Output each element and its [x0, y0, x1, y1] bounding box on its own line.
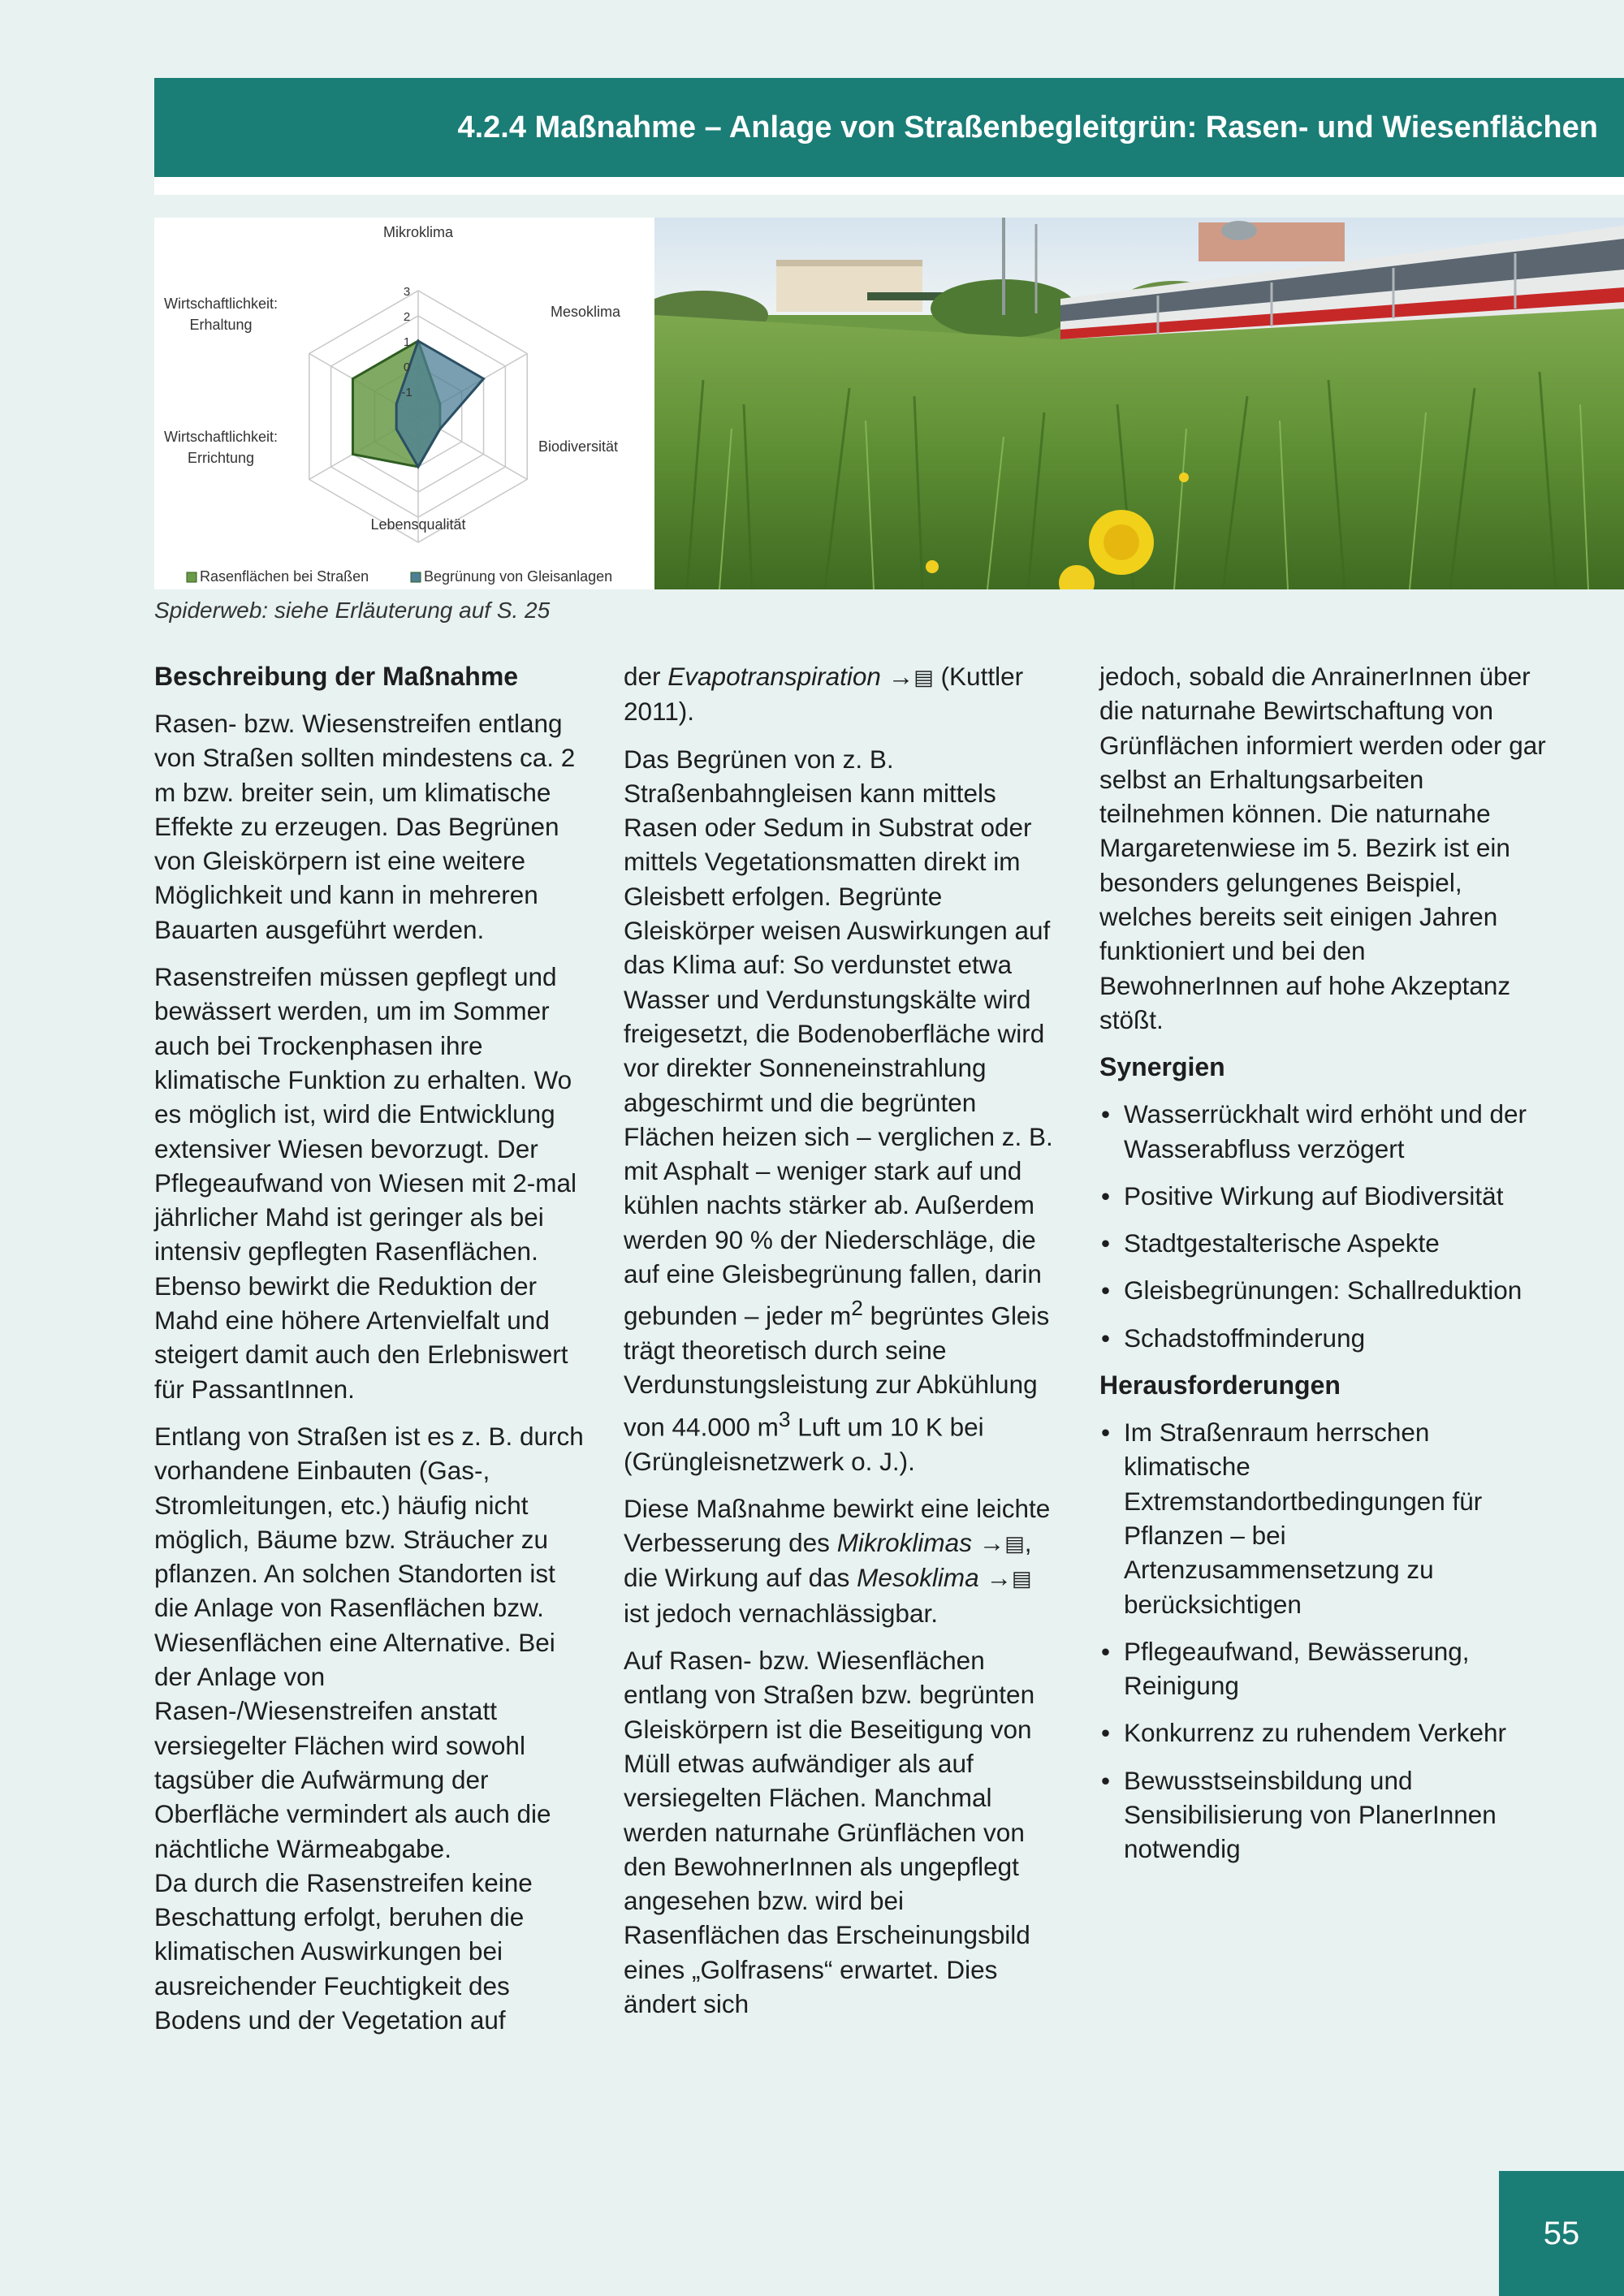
paragraph: jedoch, sobald die AnrainerInnen über die naturnahe Bewirtschaftung von Grünflächen informiert werden oder gar selbst an Erhaltungsarbeiten teilnehmen können. Die naturnahe Margaretenwiese im 5. Bezirk ist ein besonders gelungenes Beispiel, welches bereits seit einigen Jahren funktioniert und bei den BewohnerInnen auf hohe Akzeptanz stößt. [1099, 662, 1546, 1034]
paragraph: Auf Rasen- bzw. Wiesenflächen entlang von Straßen bzw. begrünten Gleiskörpern ist die Beseitigung von Müll etwas aufwändiger als auf versiegelten Flächen. Manchmal werden naturnahe Grünflächen von den BewohnerInnen als ungepflegt angesehen bzw. wird bei Rasenflächen das Erscheinungsbild eines „Golfrasens“ erwartet. Dies ändert sich [624, 1646, 1035, 2018]
building-dome [1199, 222, 1345, 261]
glossary-link-evapotranspiration[interactable]: Evapotranspiration [667, 662, 881, 691]
tick-label: 2 [403, 310, 411, 324]
heading-herausforderungen: Herausforderungen [1099, 1370, 1341, 1400]
tick-label: -1 [401, 386, 412, 399]
text-column-2 [624, 659, 1056, 2034]
legend-swatch [411, 572, 421, 582]
paragraph: Diese Maßnahme bewirkt eine leichte Verbesserung des Mikroklimas →▤, die Wirkung auf das Mesoklima →▤ ist jedoch vernachlässigbar. [624, 1493, 1051, 1628]
spiderweb-chart [154, 218, 654, 589]
heading-beschreibung: Beschreibung der Maßnahme [154, 662, 519, 691]
radar-svg [154, 218, 654, 589]
building [776, 265, 922, 312]
list-item: • Wasserrückhalt wird erhöht und der Wasserabfluss verzögert [1099, 1097, 1548, 1166]
header-divider [154, 177, 1624, 195]
axis-label: Biodiversität [538, 438, 619, 455]
glossary-doc-icon[interactable]: ▤ [1011, 1566, 1032, 1591]
list-item: • Pflegeaufwand, Bewässerung, Reinigung [1099, 1634, 1548, 1703]
glossary-link-mesoklima[interactable]: Mesoklima [857, 1563, 979, 1593]
glossary-doc-icon[interactable]: ▤ [1004, 1531, 1025, 1556]
axis-label: Wirtschaftlichkeit: [163, 429, 279, 445]
list-item: • Stadtgestalterische Aspekte [1099, 1226, 1548, 1260]
text-column-1 [154, 659, 585, 2050]
page-number: 55 [1543, 2216, 1580, 2251]
tick-label: 3 [403, 285, 411, 299]
list-item: • Bewusstseinsbildung und Sensibilisierung von PlanerInnen notwendig [1099, 1763, 1548, 1867]
paragraph: Das Begrünen von z. B. Straßenbahngleisen kann mittels Rasen oder Sedum in Substrat oder mittels Vegetationsmatten direkt im Gleisbett erfolgen. Begrünte Gleiskörper weisen Auswirkungen auf das Klima auf: So verdunstet etwa Wasser und Verdunstungskälte wird freigesetzt, die Bodenoberfläche wird vor direkter Sonneneinstrahlung abgeschirmt und die begrünten Flächen heizen sich – verglichen z. B. mit Asphalt – weniger stark auf und kühlen nachts stärker ab. Außerdem werden 90 % der Niederschläge, die auf eine Gleisbegrünung fallen, darin gebunden – jeder $m^2$ begrüntes Gleis trägt theoretisch durch seine Verdunstungsleistung zur Abkühlung von 44.000 $m^3$ Luft um 10 K bei (Grüngleisnetzwerk o. J.). [624, 744, 1053, 1476]
tram-meadow-photo [654, 218, 1624, 589]
photo-illustration [654, 218, 1624, 589]
list-item: • Gleisbegrünungen: Schallreduktion [1099, 1273, 1548, 1307]
axis-label: Errichtung [187, 450, 255, 466]
paragraph: Rasenstreifen müssen gepflegt und bewässert werden, um im Sommer auch bei Trockenphasen ihre klimatische Funktion zu erhalten. Wo es möglich ist, wird die Entwicklung extensiver Wiesen bevorzugt. Der Pflegeaufwand von Wiesen mit 2-mal jährlicher Mahd ist geringer als bei intensiv gepflegten Rasenflächen. Ebenso bewirkt die Reduktion der Mahd eine höhere Artenvielfalt und steigert damit auch den Erlebniswert für PassantInnen. [154, 962, 577, 1404]
section-title: 4.2.4 Maßnahme – Anlage von Straßenbegleitgrün: Rasen- und Wiesenflächen [457, 110, 1598, 145]
list-item: • Im Straßenraum herrschen klimatische Extremstandortbedingungen für Pflanzen – bei Artenzusammensetzung zu berücksichtigen [1099, 1415, 1548, 1621]
axis-label: Mikroklima [382, 224, 454, 240]
legend-label: Begrünung von Gleisanlagen [424, 568, 613, 585]
list-item: • Positive Wirkung auf Biodiversität [1099, 1179, 1548, 1213]
section-header [154, 78, 1624, 177]
figure-caption: Spiderweb: siehe Erläuterung auf S. 25 [154, 598, 551, 623]
axis-label: Erhaltung [189, 317, 253, 333]
axis-label: Lebensqualität [370, 516, 466, 533]
paragraph: Da durch die Rasenstreifen keine Beschattung erfolgt, beruhen die klimatischen Auswirkungen bei ausreichender Feuchtigkeit des Bodens und der Vegetation auf [154, 1867, 533, 2035]
tick-label: 1 [403, 335, 411, 349]
list-item: • Konkurrenz zu ruhendem Verkehr [1099, 1716, 1548, 1750]
paragraph: Entlang von Straßen ist es z. B. durch vorhandene Einbauten (Gas-, Stromleitungen, etc.) häufig nicht möglich, Bäume bzw. Sträucher zu pflanzen. An solchen Standorten ist die Anlage von Rasenflächen bzw. Wiesenflächen eine Alternative. Bei der Anlage von Rasen-/Wiesenstreifen anstatt versiegelter Flächen wird sowohl tagsüber die Aufwärmung der Oberfläche vermindert als auch die nächtliche Wärmeabgabe. [154, 1421, 584, 1863]
glossary-link-mikroklima[interactable]: Mikroklimas [836, 1528, 972, 1558]
herausforderungen-list [1099, 1415, 1548, 1867]
tick-label: 0 [403, 360, 411, 374]
glossary-doc-icon[interactable]: ▤ [914, 665, 934, 689]
page-number-box [1499, 2171, 1624, 2296]
legend-swatch [187, 572, 197, 582]
legend-label: Rasenflächen bei Straßen [200, 568, 369, 585]
text-column-3 [1099, 659, 1548, 1880]
axis-label: Mesoklima [551, 304, 621, 320]
heading-synergien: Synergien [1099, 1052, 1225, 1082]
paragraph: Rasen- bzw. Wiesenstreifen entlang von Straßen sollten mindestens ca. 2 m bzw. breiter sein, um klimatische Effekte zu erzeugen. Das Begrünen von Gleiskörpern ist eine weitere Möglichkeit und kann in mehreren Bauarten ausgeführt werden. [154, 709, 576, 944]
list-item: • Schadstoffminderung [1099, 1321, 1548, 1355]
synergien-list [1099, 1097, 1548, 1355]
axis-label: Wirtschaftlichkeit: [163, 296, 279, 312]
paragraph: der Evapotranspiration →▤ (Kuttler 2011). [624, 662, 1024, 727]
